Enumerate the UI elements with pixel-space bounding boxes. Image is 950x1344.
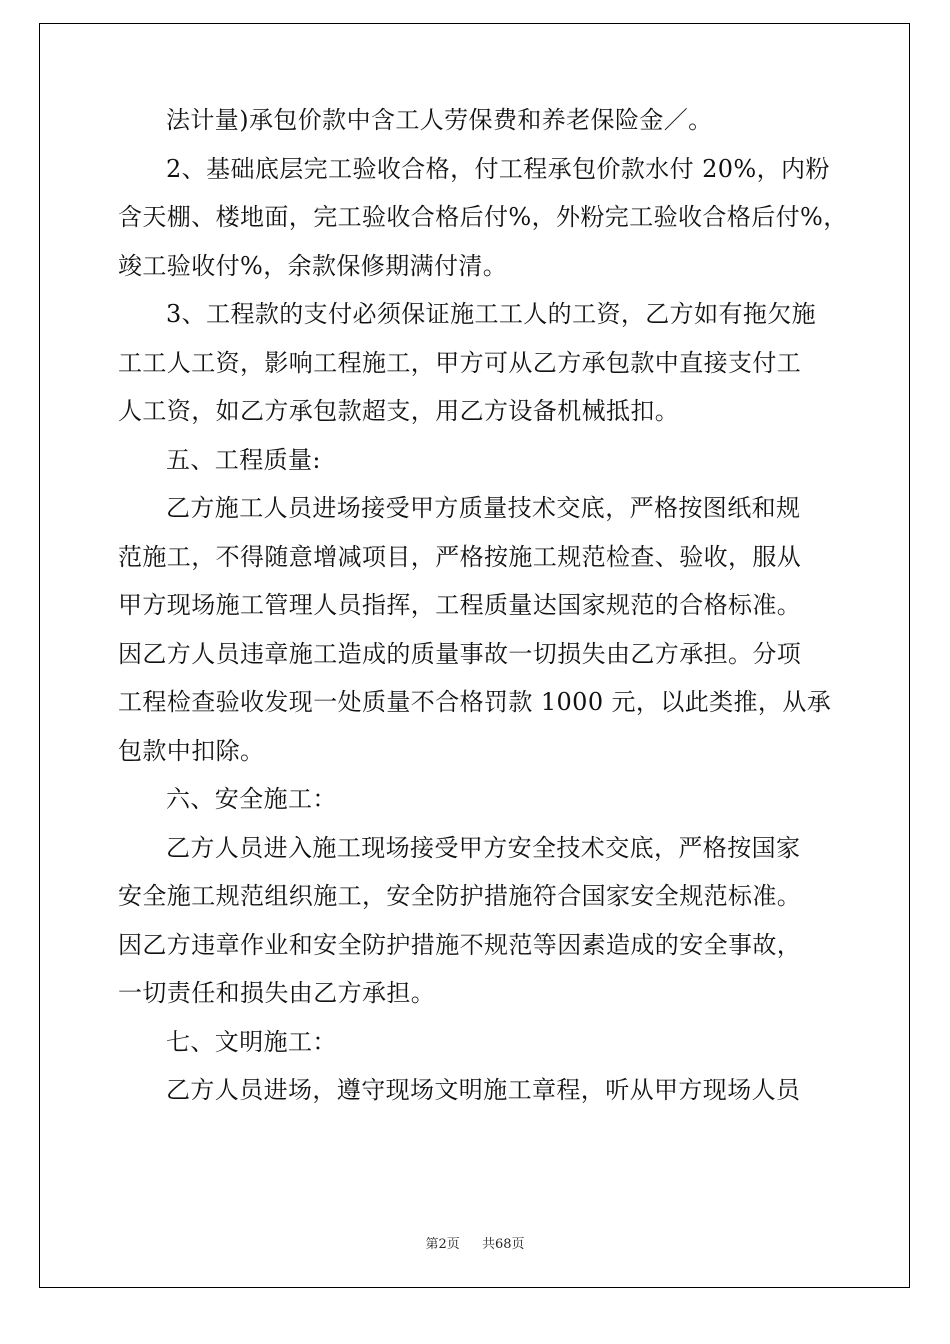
section-heading: 六、安全施工： — [166, 785, 337, 813]
text-line: 因乙方人员违章施工造成的质量事故一切损失由乙方承担。分项 — [118, 639, 802, 668]
text-line: 乙方施工人员进场接受甲方质量技术交底，严格按图纸和规 — [166, 494, 801, 522]
text-line: 含天棚、楼地面，完工验收合格后付%，外粉完工验收合格后付%， — [118, 203, 848, 231]
text-line: 工工人工资，影响工程施工，甲方可从乙方承包款中直接支付工 — [118, 348, 802, 377]
text-line: 包款中扣除。 — [118, 736, 265, 765]
text-line: 竣工验收付%，余款保修期满付清。 — [118, 251, 508, 280]
page-total: 共68页 — [482, 1237, 525, 1252]
text-line: 法计量)承包价款中含工人劳保费和养老保险金／。 — [166, 106, 713, 134]
page-number: 第2页 — [425, 1237, 460, 1252]
text-line: 人工资，如乙方承包款超支，用乙方设备机械抵扣。 — [118, 397, 680, 425]
section-heading: 七、文明施工： — [166, 1027, 337, 1056]
text-line: 乙方人员进入施工现场接受甲方安全技术交底，严格按国家 — [166, 833, 801, 862]
page-footer — [0, 1233, 950, 1252]
text-line: 甲方现场施工管理人员指挥，工程质量达国家规范的合格标准。 — [118, 591, 802, 619]
text-line: 乙方人员进场，遵守现场文明施工章程，听从甲方现场人员 — [166, 1076, 801, 1104]
text-line: 一切责任和损失由乙方承担。 — [118, 979, 436, 1007]
text-line: 范施工，不得随意增减项目，严格按施工规范检查、验收，服从 — [118, 542, 802, 571]
text-line: 3、工程款的支付必须保证施工工人的工资，乙方如有拖欠施 — [166, 300, 817, 328]
text-line: 安全施工规范组织施工，安全防护措施符合国家安全规范标准。 — [118, 882, 802, 910]
document-body — [118, 96, 848, 1115]
text-line: 因乙方违章作业和安全防护措施不规范等因素造成的安全事故， — [118, 930, 802, 959]
section-heading: 五、工程质量: — [166, 445, 321, 474]
text-line: 2、基础底层完工验收合格，付工程承包价款水付 20%，内粉 — [166, 154, 830, 183]
text-line: 工程检查验收发现一处质量不合格罚款 1000 元，以此类推，从承 — [118, 688, 832, 716]
body-text — [118, 96, 848, 1115]
